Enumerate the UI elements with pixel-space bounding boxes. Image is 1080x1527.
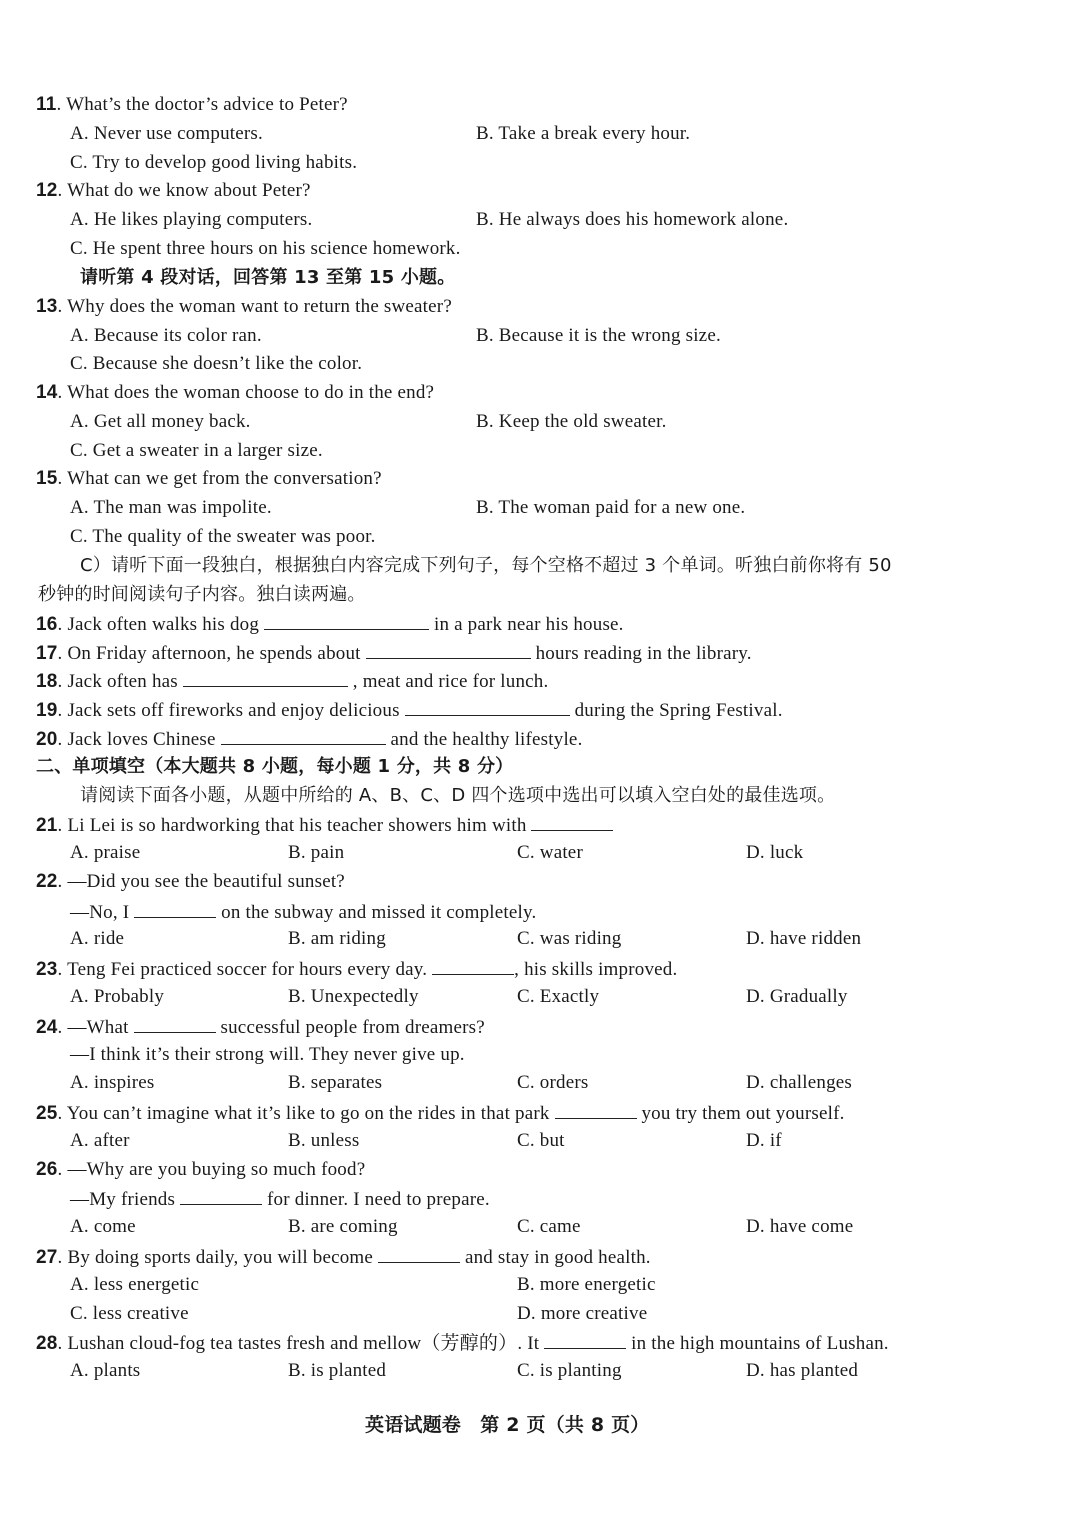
option-a: A. Never use computers.	[70, 123, 263, 144]
option-c: C. came	[517, 1216, 581, 1237]
option-d: D. if	[746, 1130, 782, 1151]
option-b: B. are coming	[288, 1216, 398, 1237]
option-a: A. after	[70, 1130, 130, 1151]
question-number: 21	[36, 815, 58, 836]
question-17: 17. On Friday afternoon, he spends about hours reading in the library.	[36, 640, 752, 666]
question-text: —Did you see the beautiful sunset?	[67, 871, 345, 892]
question-number: 20	[36, 729, 58, 750]
option-a: A. Because its color ran.	[70, 325, 262, 346]
question-text: You can’t imagine what it’s like to go on the rides in that park	[66, 1103, 550, 1124]
option-b: B. unless	[288, 1130, 360, 1151]
answer-blank[interactable]	[555, 1100, 637, 1119]
question-text-cont: on the subway and missed it completely.	[221, 902, 537, 923]
answer-blank[interactable]	[134, 899, 216, 918]
question-22: 22. —Did you see the beautiful sunset?	[36, 871, 345, 892]
question-11-stem: 11. What’s the doctor’s advice to Peter?	[36, 94, 348, 115]
option-a: A. praise	[70, 842, 141, 863]
question-text: —Why are you buying so much food?	[67, 1159, 366, 1180]
question-number: 11	[36, 94, 57, 115]
option-c: C. less creative	[70, 1303, 189, 1324]
section-c-instructions-cont: 秒钟的时间阅读句子内容。独白读两遍。	[38, 584, 366, 605]
question-number: 13	[36, 296, 58, 317]
answer-blank[interactable]	[221, 726, 386, 745]
question-text: Lushan cloud-fog tea tastes fresh and mellow（芳醇的）. It	[67, 1333, 540, 1354]
question-text: What can we get from the conversation?	[67, 468, 382, 489]
question-23: 23. Teng Fei practiced soccer for hours every day. , his skills improved.	[36, 956, 677, 982]
question-24: 24. —What successful people from dreamers?	[36, 1014, 485, 1040]
question-21: 21. Li Lei is so hardworking that his teacher showers him with	[36, 812, 613, 838]
question-text: What does the woman choose to do in the end?	[67, 382, 435, 403]
option-b: B. Because it is the wrong size.	[476, 325, 721, 346]
question-text-cont: in a park near his house.	[433, 614, 624, 635]
option-a: A. plants	[70, 1360, 141, 1381]
question-number: 15	[36, 468, 58, 489]
question-text-cont: hours reading in the library.	[535, 643, 752, 664]
question-text: On Friday afternoon, he spends about	[67, 643, 361, 664]
question-16: 16. Jack often walks his dog in a park near his house.	[36, 611, 624, 637]
question-text: What do we know about Peter?	[67, 180, 311, 201]
question-26: 26. —Why are you buying so much food?	[36, 1159, 366, 1180]
question-number: 12	[36, 180, 58, 201]
question-text: By doing sports daily, you will become	[67, 1247, 374, 1268]
question-22-reply	[70, 899, 536, 925]
question-25: 25. You can’t imagine what it’s like to go on the rides in that park you try them out yourself.	[36, 1100, 845, 1126]
question-text-cont: you try them out yourself.	[641, 1103, 845, 1124]
question-13-stem: 13. Why does the woman want to return the sweater?	[36, 296, 452, 317]
option-b: B. more energetic	[517, 1274, 656, 1295]
question-number: 28	[36, 1333, 58, 1354]
question-number: 16	[36, 614, 58, 635]
section-directions: 请听第 4 段对话，回答第 13 至第 15 小题。	[80, 267, 456, 288]
question-number: 25	[36, 1103, 58, 1124]
option-c: C. Exactly	[517, 986, 600, 1007]
question-text: —No, I	[70, 902, 130, 923]
option-c: C. but	[517, 1130, 565, 1151]
question-number: 27	[36, 1247, 58, 1268]
option-b: B. He always does his homework alone.	[476, 209, 789, 230]
part-two-instructions: 请阅读下面各小题，从题中所给的 A、B、C、D 四个选项中选出可以填入空白处的最佳选项。	[80, 785, 836, 806]
question-text: —What	[67, 1017, 129, 1038]
option-b: B. Take a break every hour.	[476, 123, 691, 144]
answer-blank[interactable]	[366, 640, 531, 659]
question-14-stem: 14. What does the woman choose to do in the end?	[36, 382, 435, 403]
question-text-cont: , his skills improved.	[514, 959, 678, 980]
option-a: A. The man was impolite.	[70, 497, 272, 518]
option-a: A. Probably	[70, 986, 165, 1007]
option-a: A. inspires	[70, 1072, 155, 1093]
question-12-stem: 12. What do we know about Peter?	[36, 180, 311, 201]
option-b: B. am riding	[288, 928, 386, 949]
question-15-stem: 15. What can we get from the conversation?	[36, 468, 382, 489]
question-text: Teng Fei practiced soccer for hours every day.	[67, 959, 428, 980]
question-number: 17	[36, 643, 58, 664]
question-20: 20. Jack loves Chinese and the healthy lifestyle.	[36, 726, 583, 752]
question-number: 24	[36, 1017, 58, 1038]
option-b: B. Unexpectedly	[288, 986, 419, 1007]
option-d: D. more creative	[517, 1303, 648, 1324]
option-c: C. The quality of the sweater was poor.	[70, 526, 376, 547]
question-28: 28. Lushan cloud-fog tea tastes fresh and mellow（芳醇的）. It in the high mountains of Lushan.	[36, 1330, 889, 1356]
option-c: C. is planting	[517, 1360, 622, 1381]
option-d: D. Gradually	[746, 986, 848, 1007]
question-text: What’s the doctor’s advice to Peter?	[66, 94, 348, 115]
question-text-cont: and the healthy lifestyle.	[390, 729, 583, 750]
option-a: A. less energetic	[70, 1274, 200, 1295]
part-two-heading: 二、单项填空（本大题共 8 小题，每小题 1 分，共 8 分）	[36, 756, 514, 777]
answer-blank[interactable]	[405, 697, 570, 716]
option-c: C. was riding	[517, 928, 622, 949]
answer-blank[interactable]	[183, 668, 348, 687]
question-number: 14	[36, 382, 58, 403]
option-c: C. Get a sweater in a larger size.	[70, 440, 323, 461]
answer-blank[interactable]	[180, 1186, 262, 1205]
option-c: C. Try to develop good living habits.	[70, 152, 358, 173]
question-text: Jack sets off fireworks and enjoy delicious	[67, 700, 400, 721]
question-text: Li Lei is so hardworking that his teacher showers him with	[67, 815, 527, 836]
option-b: B. pain	[288, 842, 345, 863]
answer-blank[interactable]	[134, 1014, 216, 1033]
question-text: Jack loves Chinese	[67, 729, 216, 750]
option-c: C. orders	[517, 1072, 589, 1093]
answer-blank[interactable]	[531, 812, 613, 831]
option-d: D. luck	[746, 842, 804, 863]
answer-blank[interactable]	[378, 1244, 460, 1263]
option-c: C. water	[517, 842, 583, 863]
question-text: Why does the woman want to return the sweater?	[67, 296, 452, 317]
question-text-cont: and stay in good health.	[464, 1247, 651, 1268]
question-text-cont: in the high mountains of Lushan.	[631, 1333, 889, 1354]
option-a: A. come	[70, 1216, 136, 1237]
question-26-reply	[70, 1186, 490, 1212]
question-27: 27. By doing sports daily, you will become and stay in good health.	[36, 1244, 651, 1270]
option-a: A. He likes playing computers.	[70, 209, 313, 230]
option-b: B. The woman paid for a new one.	[476, 497, 746, 518]
option-c: C. He spent three hours on his science homework.	[70, 238, 461, 259]
option-b: B. separates	[288, 1072, 383, 1093]
question-number: 23	[36, 959, 58, 980]
question-text-cont: for dinner. I need to prepare.	[267, 1189, 490, 1210]
option-b: B. Keep the old sweater.	[476, 411, 667, 432]
question-19: 19. Jack sets off fireworks and enjoy delicious during the Spring Festival.	[36, 697, 783, 723]
answer-blank[interactable]	[432, 956, 514, 975]
answer-blank[interactable]	[264, 611, 429, 630]
question-text-cont: successful people from dreamers?	[220, 1017, 485, 1038]
question-text-cont: during the Spring Festival.	[574, 700, 783, 721]
question-number: 18	[36, 671, 58, 692]
option-d: D. have ridden	[746, 928, 862, 949]
question-text: Jack often walks his dog	[67, 614, 260, 635]
answer-blank[interactable]	[544, 1330, 626, 1349]
option-c: C. Because she doesn’t like the color.	[70, 353, 363, 374]
option-b: B. is planted	[288, 1360, 387, 1381]
option-d: D. have come	[746, 1216, 854, 1237]
question-number: 19	[36, 700, 58, 721]
section-c-instructions: C）请听下面一段独白，根据独白内容完成下列句子，每个空格不超过 3 个单词。听独白前你将有 50	[80, 555, 892, 576]
page-footer: 英语试题卷 第 2 页（共 8 页）	[365, 1414, 650, 1436]
option-d: D. has planted	[746, 1360, 859, 1381]
question-number: 26	[36, 1159, 58, 1180]
option-a: A. Get all money back.	[70, 411, 251, 432]
question-text: —My friends	[70, 1189, 176, 1210]
option-d: D. challenges	[746, 1072, 853, 1093]
question-number: 22	[36, 871, 58, 892]
question-text-cont: , meat and rice for lunch.	[352, 671, 549, 692]
option-a: A. ride	[70, 928, 125, 949]
question-24-reply: —I think it’s their strong will. They never give up.	[70, 1044, 465, 1065]
question-text: Jack often has	[67, 671, 178, 692]
question-18: 18. Jack often has , meat and rice for lunch.	[36, 668, 548, 694]
